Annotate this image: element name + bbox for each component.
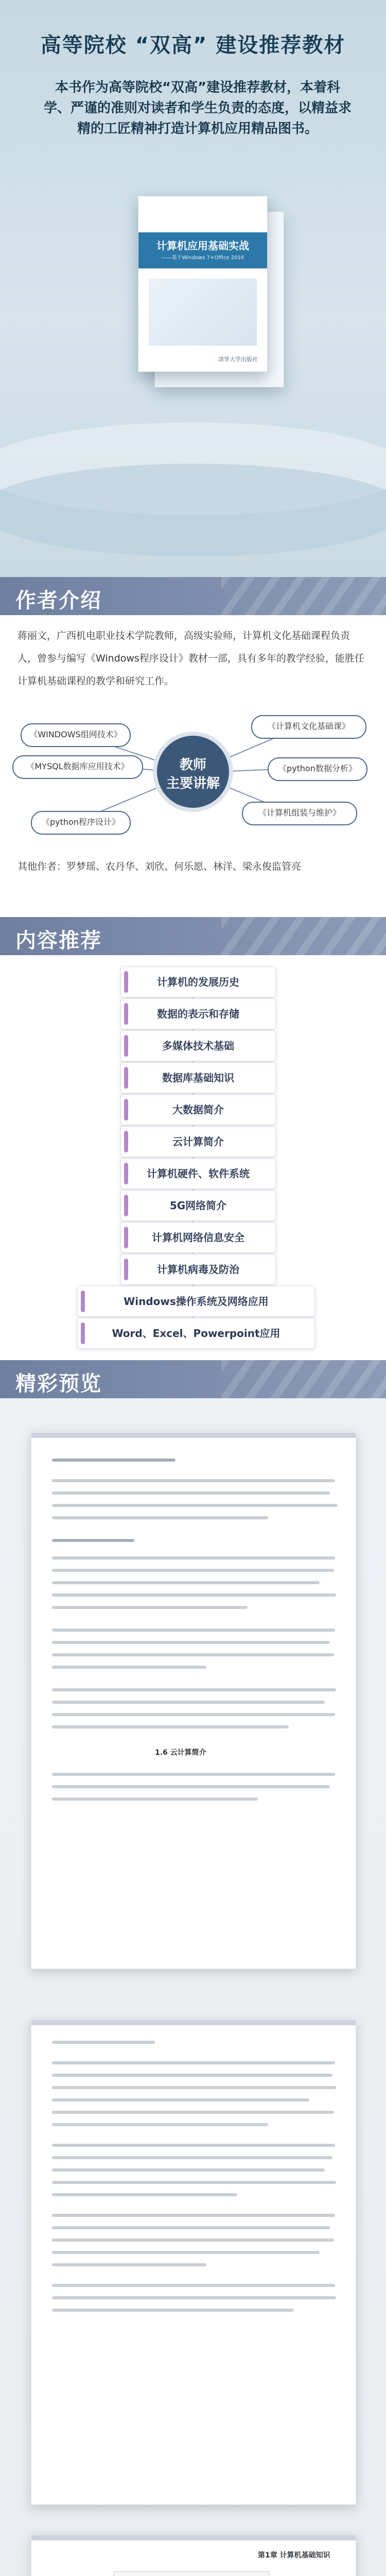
text-line <box>52 1725 289 1728</box>
text-line <box>52 1773 335 1776</box>
text-line <box>52 2123 268 2126</box>
page-heading: 1.6 云计算简介 <box>155 1749 206 1757</box>
contents-item-label: 计算机硬件、软件系统 <box>147 1167 250 1180</box>
contents-item-label: 多媒体技术基础 <box>162 1040 234 1052</box>
text-line <box>52 2284 335 2287</box>
text-line <box>52 1594 336 1597</box>
text-line <box>52 2168 325 2172</box>
text-line <box>52 2296 336 2299</box>
author-intro: 蒋丽文，广西机电职业技术学院教师，高级实验师，计算机文化基础课程负责人，曾参与编写《Windows程序设计》教材一部，具有多年的教学经验，能胜任计算机基础课程的教学和研究工作。 <box>17 630 364 687</box>
book-cover <box>138 196 268 372</box>
text-line <box>52 1459 176 1462</box>
book-publisher: 清华大学出版社 <box>218 356 258 363</box>
text-line <box>52 2214 335 2217</box>
text-line <box>52 1581 320 1584</box>
text-line <box>52 2226 330 2229</box>
section-header-contents <box>0 917 386 955</box>
figure <box>114 2571 269 2576</box>
text-line <box>52 2074 332 2077</box>
contents-item <box>120 1158 276 1189</box>
text-line <box>52 1606 248 1609</box>
decorative-wave <box>0 464 386 556</box>
contents-item <box>77 1286 315 1317</box>
skill-item: 《python程序设计》 <box>31 811 131 835</box>
page-header-bar <box>31 1433 356 1438</box>
contents-item <box>120 1190 276 1221</box>
text-line <box>52 2263 206 2266</box>
text-line <box>52 1629 335 1632</box>
contents-item-label: 计算机网络信息安全 <box>152 1231 244 1244</box>
text-line <box>52 2181 336 2184</box>
text-line <box>52 1713 335 1716</box>
text-line <box>52 1701 325 1704</box>
contents-item-label: 大数据简介 <box>172 1104 224 1116</box>
book-illustration <box>149 279 257 346</box>
text-line <box>52 1641 330 1644</box>
skill-item: 《计算机文化基础课》 <box>251 715 366 739</box>
text-line <box>52 2086 336 2089</box>
text-line <box>52 2098 309 2102</box>
skill-center-line1: 教师 <box>179 757 206 773</box>
skill-center <box>157 736 229 808</box>
contents-item-label: 5G网络简介 <box>169 1199 227 1212</box>
text-line <box>52 1569 334 1572</box>
contents-item-label: 数据的表示和存储 <box>157 1008 239 1020</box>
text-line <box>52 1666 206 1669</box>
text-line <box>52 2144 335 2147</box>
contents-item <box>120 1126 276 1157</box>
text-line <box>52 2239 334 2242</box>
book-title: 计算机应用基础实战 <box>156 240 249 252</box>
hero-description: 本书作为高等院校“双高”建设推荐教材，本着科学、严谨的准则对读者和学生负责的态度，以精益求精的工匠精神打造计算机应用精品图书。 <box>43 80 352 137</box>
section-title: 作者介绍 <box>15 589 102 613</box>
section-title: 内容推荐 <box>15 929 102 953</box>
text-line <box>52 1798 258 1801</box>
section-header-preview <box>0 1360 386 1398</box>
text-line <box>52 2156 332 2159</box>
contents-item <box>120 967 276 997</box>
text-line <box>52 1516 268 1519</box>
book-subtitle: ——基于Windows 7+Office 2016 <box>161 255 244 261</box>
text-line <box>52 1556 335 1560</box>
text-line <box>52 1479 335 1482</box>
decorative-stripes <box>221 917 386 955</box>
preview-page <box>31 1432 356 1969</box>
contents-item <box>120 1094 276 1125</box>
contents-item <box>120 1030 276 1061</box>
skill-item: 《MYSQL数据库应用技术》 <box>12 755 143 779</box>
contents-item-label: 计算机病毒及防治 <box>157 1263 239 1276</box>
contents-item-label: Word、Excel、Powerpoint应用 <box>112 1327 280 1340</box>
skill-item: 《计算机组装与维护》 <box>242 802 357 825</box>
text-line <box>52 1504 338 1507</box>
page-header-bar <box>31 2535 356 2540</box>
text-line <box>52 1539 134 1542</box>
decorative-stripes <box>221 577 386 615</box>
text-line <box>52 1785 330 1788</box>
page-header-bar <box>31 2020 356 2025</box>
text-line <box>52 2111 334 2114</box>
text-line <box>52 2041 155 2044</box>
hero-title: 高等院校 “双高” 建设推荐教材 <box>40 33 346 57</box>
contents-item-label: 数据库基础知识 <box>162 1072 234 1084</box>
contents-item <box>120 1222 276 1253</box>
figure-graphic <box>114 2572 269 2576</box>
text-line <box>52 1653 334 1656</box>
text-line <box>52 1492 330 1495</box>
hero-banner <box>0 0 386 577</box>
contents-item <box>120 1254 276 1285</box>
text-line <box>52 2251 320 2254</box>
preview-page <box>31 2020 356 2505</box>
section-header-author <box>0 577 386 615</box>
contents-item <box>77 1318 315 1349</box>
author-others: 其他作者：罗梦瑶、农丹华、刘欣、何乐愿、林洋、梁永俊监管亮 <box>17 861 302 872</box>
page-heading: 第1章 计算机基础知识 <box>258 2551 330 2560</box>
section-title: 精彩预览 <box>15 1372 102 1396</box>
contents-item-label: 计算机的发展历史 <box>157 976 239 988</box>
contents-item <box>120 1062 276 1093</box>
contents-item <box>120 998 276 1029</box>
decorative-stripes <box>221 1360 386 1398</box>
contents-item-label: 云计算简介 <box>172 1136 224 1148</box>
text-line <box>52 2309 294 2312</box>
text-line <box>52 1688 336 1691</box>
preview-page <box>31 2535 356 2576</box>
skill-item: 《python数据分析》 <box>268 757 367 781</box>
text-line <box>52 2061 335 2064</box>
contents-item-label: Windows操作系统及网络应用 <box>124 1295 269 1308</box>
skill-center-line2: 主要讲解 <box>166 776 220 791</box>
text-line <box>52 2193 237 2196</box>
skill-item: 《WINDOWS组网技术》 <box>21 723 131 747</box>
